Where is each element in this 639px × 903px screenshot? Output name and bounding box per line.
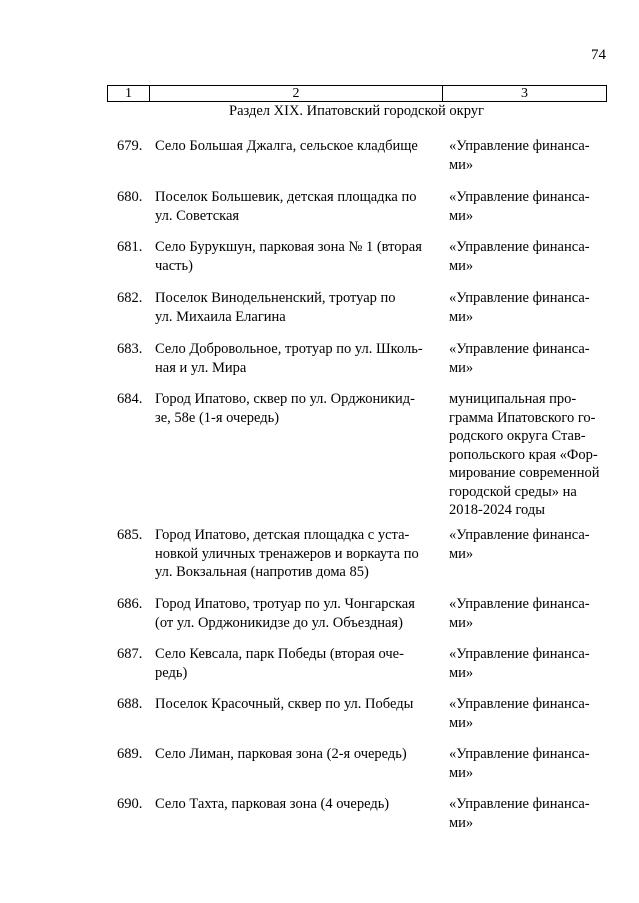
entry-description: Село Бурукшун, парковая зона № 1 (вторая часть) [155, 239, 422, 274]
entry-organization: «Управление финанса- ми» [449, 596, 590, 631]
entry-organization: «Управление финанса- ми» [449, 138, 590, 173]
page-number: 74 [591, 47, 606, 63]
entry-organization: «Управление финанса- ми» [449, 341, 590, 376]
entry-number: 681. [117, 239, 143, 255]
entry-number: 689. [117, 746, 143, 762]
entry-organization: «Управление финанса- ми» [449, 527, 590, 562]
entry-number: 685. [117, 527, 143, 543]
entry-organization: «Управление финанса- ми» [449, 746, 590, 781]
entry-number: 683. [117, 341, 143, 357]
entry-description: Поселок Винодельненский, тротуар по ул. Михаила Елагина [155, 290, 396, 325]
entry-description: Село Большая Джалга, сельское кладбище [155, 138, 418, 154]
entry-description: Поселок Красочный, сквер по ул. Победы [155, 696, 414, 712]
entry-description: Город Ипатово, тротуар по ул. Чонгарская (от ул. Орджоникидзе до ул. Объездная) [155, 596, 415, 631]
entry-number: 687. [117, 646, 143, 662]
entry-organization: «Управление финанса- ми» [449, 796, 590, 831]
entry-number: 682. [117, 290, 143, 306]
entry-organization: «Управление финанса- ми» [449, 290, 590, 325]
entry-number: 686. [117, 596, 143, 612]
entry-description: Поселок Большевик, детская площадка по ул. Советская [155, 189, 417, 224]
column-header-table [107, 85, 607, 102]
section-title: Раздел XIX. Ипатовский городской округ [229, 103, 484, 119]
entry-description: Село Кевсала, парк Победы (вторая оче- редь) [155, 646, 404, 681]
entry-description: Село Лиман, парковая зона (2-я очередь) [155, 746, 407, 762]
entry-organization: «Управление финанса- ми» [449, 646, 590, 681]
entry-organization: «Управление финанса- ми» [449, 696, 590, 731]
entry-number: 684. [117, 391, 143, 407]
entry-description: Село Добровольное, тротуар по ул. Школь- ная и ул. Мира [155, 341, 423, 376]
entry-organization: муниципальная про- грамма Ипатовского го- родского округа Став- ропольского края «Фор- мирование современной городской среды» на 2018-2024 годы [449, 391, 600, 518]
entry-description: Село Тахта, парковая зона (4 очередь) [155, 796, 390, 812]
entry-number: 690. [117, 796, 143, 812]
entry-description: Город Ипатово, сквер по ул. Орджоникид- зе, 58е (1-я очередь) [155, 391, 416, 426]
entry-number: 679. [117, 138, 143, 154]
entry-organization: «Управление финанса- ми» [449, 239, 590, 274]
entry-organization: «Управление финанса- ми» [449, 189, 590, 224]
entry-description: Город Ипатово, детская площадка с уста- новкой уличных тренажеров и воркаута по ул. Вокзальная (напротив дома 85) [155, 527, 419, 580]
column-header-3: 3 [443, 86, 607, 102]
entry-number: 680. [117, 189, 143, 205]
column-header-1: 1 [108, 86, 150, 102]
entry-number: 688. [117, 696, 143, 712]
column-header-2: 2 [150, 86, 443, 102]
